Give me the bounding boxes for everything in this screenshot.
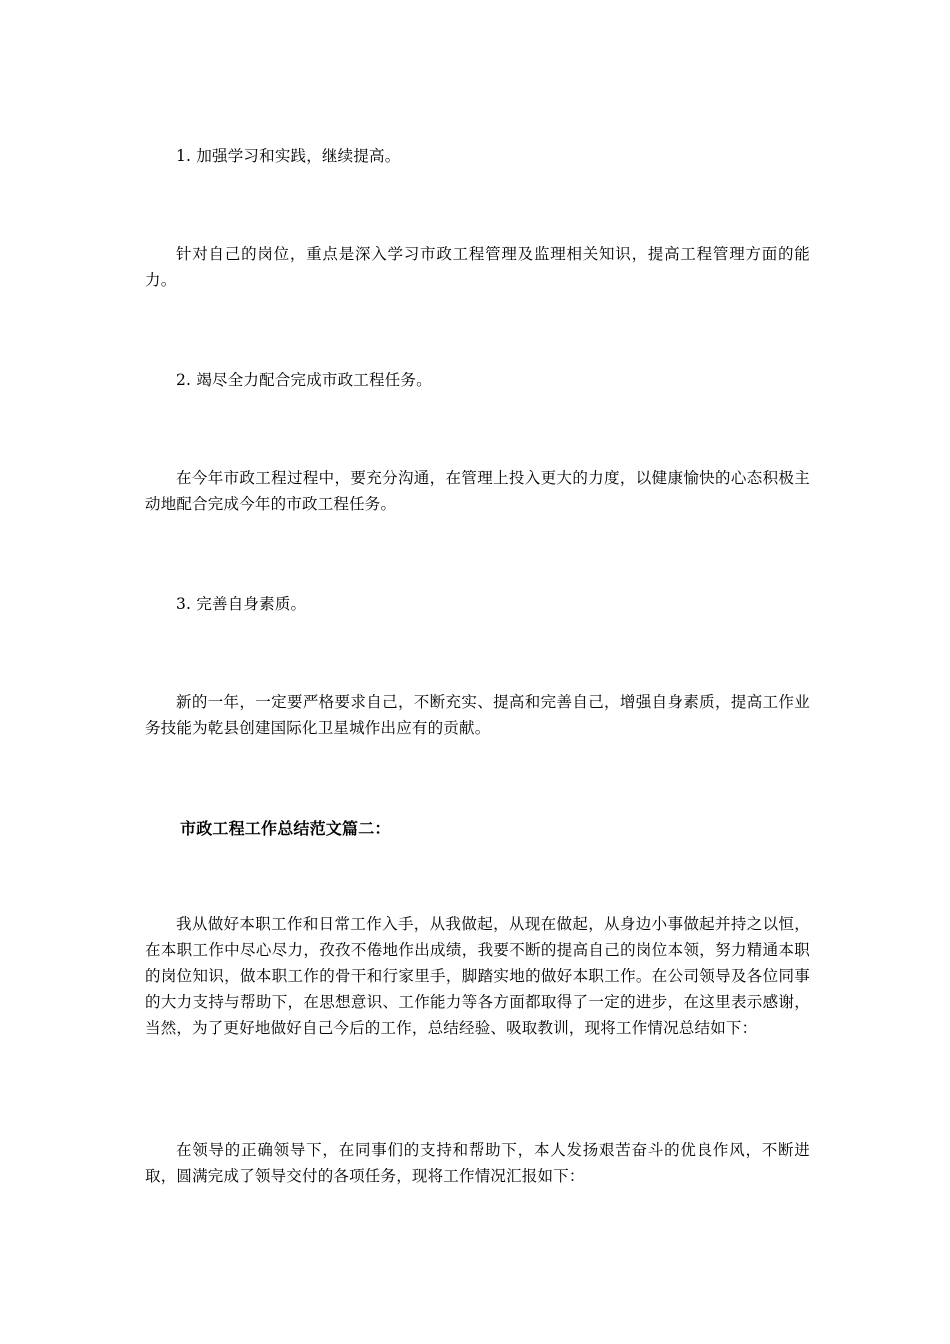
paragraph-2: 在今年市政工程过程中，要充分沟通，在管理上投入更大的力度，以健康愉快的心态积极主动地配合完成今年的市政工程任务。 bbox=[145, 469, 810, 513]
list-item-1: 1. 加强学习和实践，继续提高。 bbox=[176, 147, 401, 165]
paragraph-5: 在领导的正确领导下，在同事们的支持和帮助下，本人发扬艰苦奋斗的优良作风，不断进取，圆满完成了领导交付的各项任务，现将工作情况汇报如下： bbox=[145, 1141, 810, 1185]
paragraph-1: 针对自己的岗位，重点是深入学习市政工程管理及监理相关知识，提高工程管理方面的能力。 bbox=[145, 245, 810, 289]
list-item-2: 2. 竭尽全力配合完成市政工程任务。 bbox=[176, 371, 432, 389]
list-item-3: 3. 完善自身素质。 bbox=[176, 595, 307, 613]
paragraph-3: 新的一年，一定要严格要求自己，不断充实、提高和完善自己，增强自身素质，提高工作业务技能为乾县创建国际化卫星城作出应有的贡献。 bbox=[145, 693, 810, 737]
paragraph-4: 我从做好本职工作和日常工作入手，从我做起，从现在做起，从身边小事做起并持之以恒，在本职工作中尽心尽力，孜孜不倦地作出成绩，我要不断的提高自己的岗位本领，努力精通本职的岗位知识，做本职工作的骨干和行家里手，脚踏实地的做好本职工作。在公司领导及各位同事的大力支持与帮助下，在思想意识、工作能力等各方面都取得了一定的进步，在这里表示感谢，当然，为了更好地做好自己今后的工作，总结经验、吸取教训，现将工作情况总结如下： bbox=[145, 915, 810, 1037]
section-heading: 市政工程工作总结范文篇二： bbox=[180, 819, 391, 838]
